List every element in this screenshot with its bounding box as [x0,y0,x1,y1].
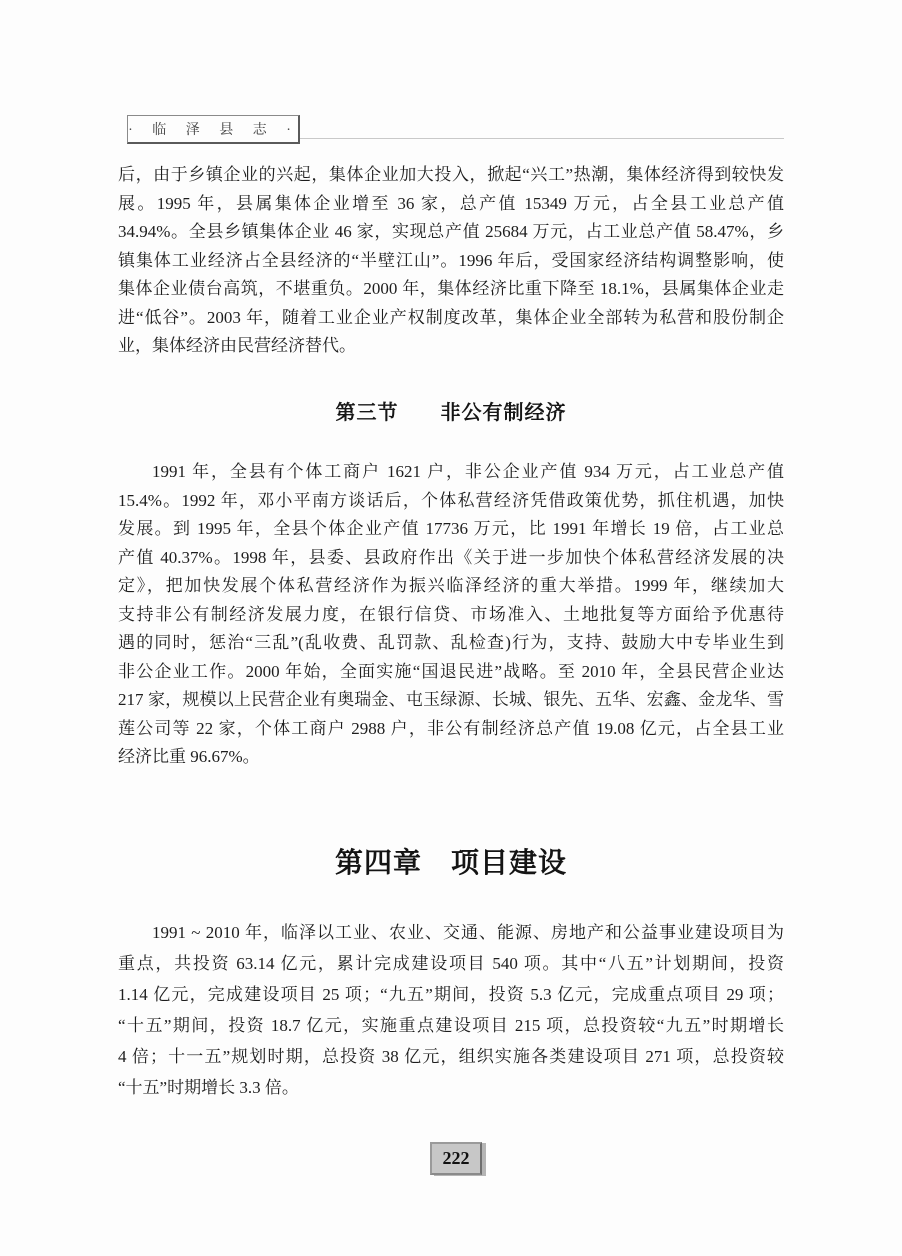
body-line: 4 倍；十一五”规划时期，总投资 38 亿元，组织实施各类建设项目 271 项，总投资较 [118,1047,784,1066]
body-line: 发展。到 1995 年，全县个体企业产值 17736 万元，比 1991 年增长 19 倍，占工业总 [118,519,784,538]
body-line: 34.94%。全县乡镇集体企业 46 家，实现总产值 25684 万元，占工业总产值 58.47%，乡 [118,222,784,241]
body-line: 定》，把加快发展个体私营经济作为振兴临泽经济的重大举措。1999 年，继续加大 [118,576,784,595]
body-line: 业，集体经济由民营经济替代。 [118,336,356,355]
body-line: 集体企业债台高筑，不堪重负。2000 年，集体经济比重下降至 18.1%，县属集体企业走 [118,279,784,298]
body-line: 经济比重 96.67%。 [118,747,260,766]
body-line: 支持非公有制经济发展力度，在银行信贷、市场准入、土地批复等方面给予优惠待 [118,604,784,624]
body-line: 遇的同时，惩治“三乱”(乱收费、乱罚款、乱检查)行为，支持、鼓励大中专毕业生到 [118,633,784,652]
running-header-title: · 临 泽 县 志 · [128,123,298,138]
chapter-heading: 第四章 项目建设 [334,847,567,878]
body-line: 莲公司等 22 家，个体工商户 2988 户，非公有制经济总产值 19.08 亿元，占全县工业 [118,718,784,738]
section-heading: 第三节 非公有制经济 [335,402,567,424]
body-line: 1991 ~ 2010 年，临泽以工业、农业、交通、能源、房地产和公益事业建设项目为 [152,923,784,942]
body-line: 重点，共投资 63.14 亿元，累计完成建设项目 540 项。其中“八五”计划期间，投资 [118,954,784,973]
body-line: 后，由于乡镇企业的兴起，集体企业加大投入，掀起“兴工”热潮，集体经济得到较快发 [118,165,784,184]
body-line: 15.4%。1992 年，邓小平南方谈话后，个体私营经济凭借政策优势，抓住机遇，加快 [118,490,784,510]
page-number-badge [430,1142,482,1175]
page-number-value: 222 [442,1148,470,1168]
paragraph-collective-economy [118,161,784,361]
body-line: 进“低谷”。2003 年，随着工业企业产权制度改革，集体企业全部转为私营和股份制企 [118,307,784,327]
body-line: “十五”期间，投资 18.7 亿元，实施重点建设项目 215 项，总投资较“九五”时期增长 [118,1016,784,1035]
body-line: 非公企业工作。2000 年始，全面实施“国退民进”战略。至 2010 年，全县民营企业达 [118,661,784,681]
body-line: “十五”时期增长 3.3 倍。 [118,1078,299,1097]
paragraph-project-construction [118,917,784,1103]
body-line: 展。1995 年，县属集体企业增至 36 家，总产值 15349 万元，占全县工业总产值 [118,193,784,213]
body-line: 217 家，规模以上民营企业有奥瑞金、屯玉绿源、长城、银先、五华、宏鑫、金龙华、雪 [118,690,784,709]
body-line: 1.14 亿元，完成建设项目 25 项；“九五”期间，投资 5.3 亿元，完成重点项目 29 项； [118,985,784,1004]
body-line: 1991 年，全县有个体工商户 1621 户，非公企业产值 934 万元，占工业总产值 [152,462,784,481]
body-line: 镇集体工业经济占全县经济的“半壁江山”。1996 年后，受国家经济结构调整影响，使 [118,250,784,270]
body-line: 产值 40.37%。1998 年，县委、县政府作出《关于进一步加快个体私营经济发展的决 [118,547,784,567]
paragraph-non-public-economy [118,458,784,772]
running-header [127,115,300,144]
